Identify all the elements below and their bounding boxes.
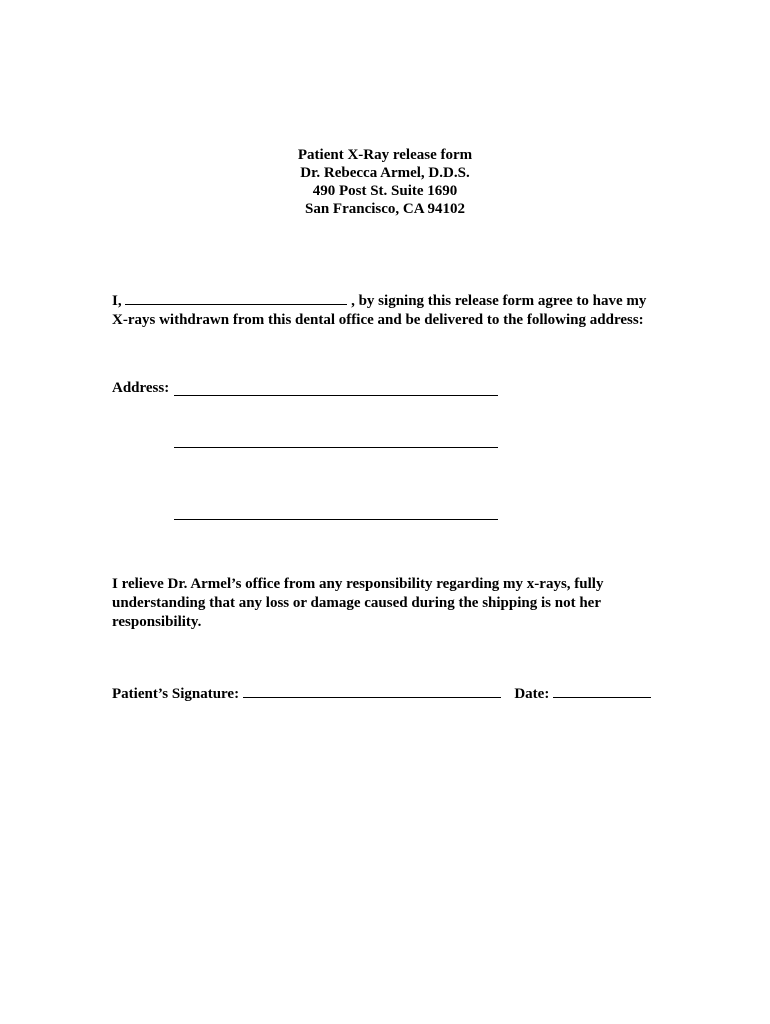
- relief-line-3: responsibility.: [112, 614, 202, 630]
- address-field-line-1[interactable]: [174, 395, 498, 396]
- address-field-line-2[interactable]: [174, 447, 498, 448]
- date-label: Date:: [514, 686, 550, 702]
- address-field-line-3[interactable]: [174, 519, 498, 520]
- consent-line-1: [112, 290, 646, 311]
- date-field[interactable]: [553, 683, 651, 698]
- consent-suffix: , by signing this release form agree to have my: [351, 293, 647, 309]
- signature-row: [112, 683, 651, 704]
- form-title: Patient X-Ray release form: [297, 147, 473, 163]
- address-label: Address:: [112, 380, 170, 396]
- signature-label: Patient’s Signature:: [112, 686, 240, 702]
- consent-paragraph: [112, 290, 646, 330]
- patient-name-field[interactable]: [125, 290, 347, 305]
- address-row: [112, 379, 169, 398]
- relief-line-1: I relieve Dr. Armel’s office from any responsibility regarding my x-rays, fully: [112, 576, 604, 592]
- signature-field[interactable]: [243, 683, 501, 698]
- form-header: [0, 146, 770, 218]
- doctor-name: Dr. Rebecca Armel, D.D.S.: [300, 165, 470, 181]
- consent-line-2: X-rays withdrawn from this dental office and be delivered to the following address:: [112, 312, 644, 328]
- consent-prefix: I,: [112, 293, 122, 309]
- office-street: 490 Post St. Suite 1690: [312, 183, 458, 199]
- relief-paragraph: [112, 575, 603, 632]
- relief-line-2: understanding that any loss or damage caused during the shipping is not her: [112, 595, 601, 611]
- office-city: San Francisco, CA 94102: [304, 201, 465, 217]
